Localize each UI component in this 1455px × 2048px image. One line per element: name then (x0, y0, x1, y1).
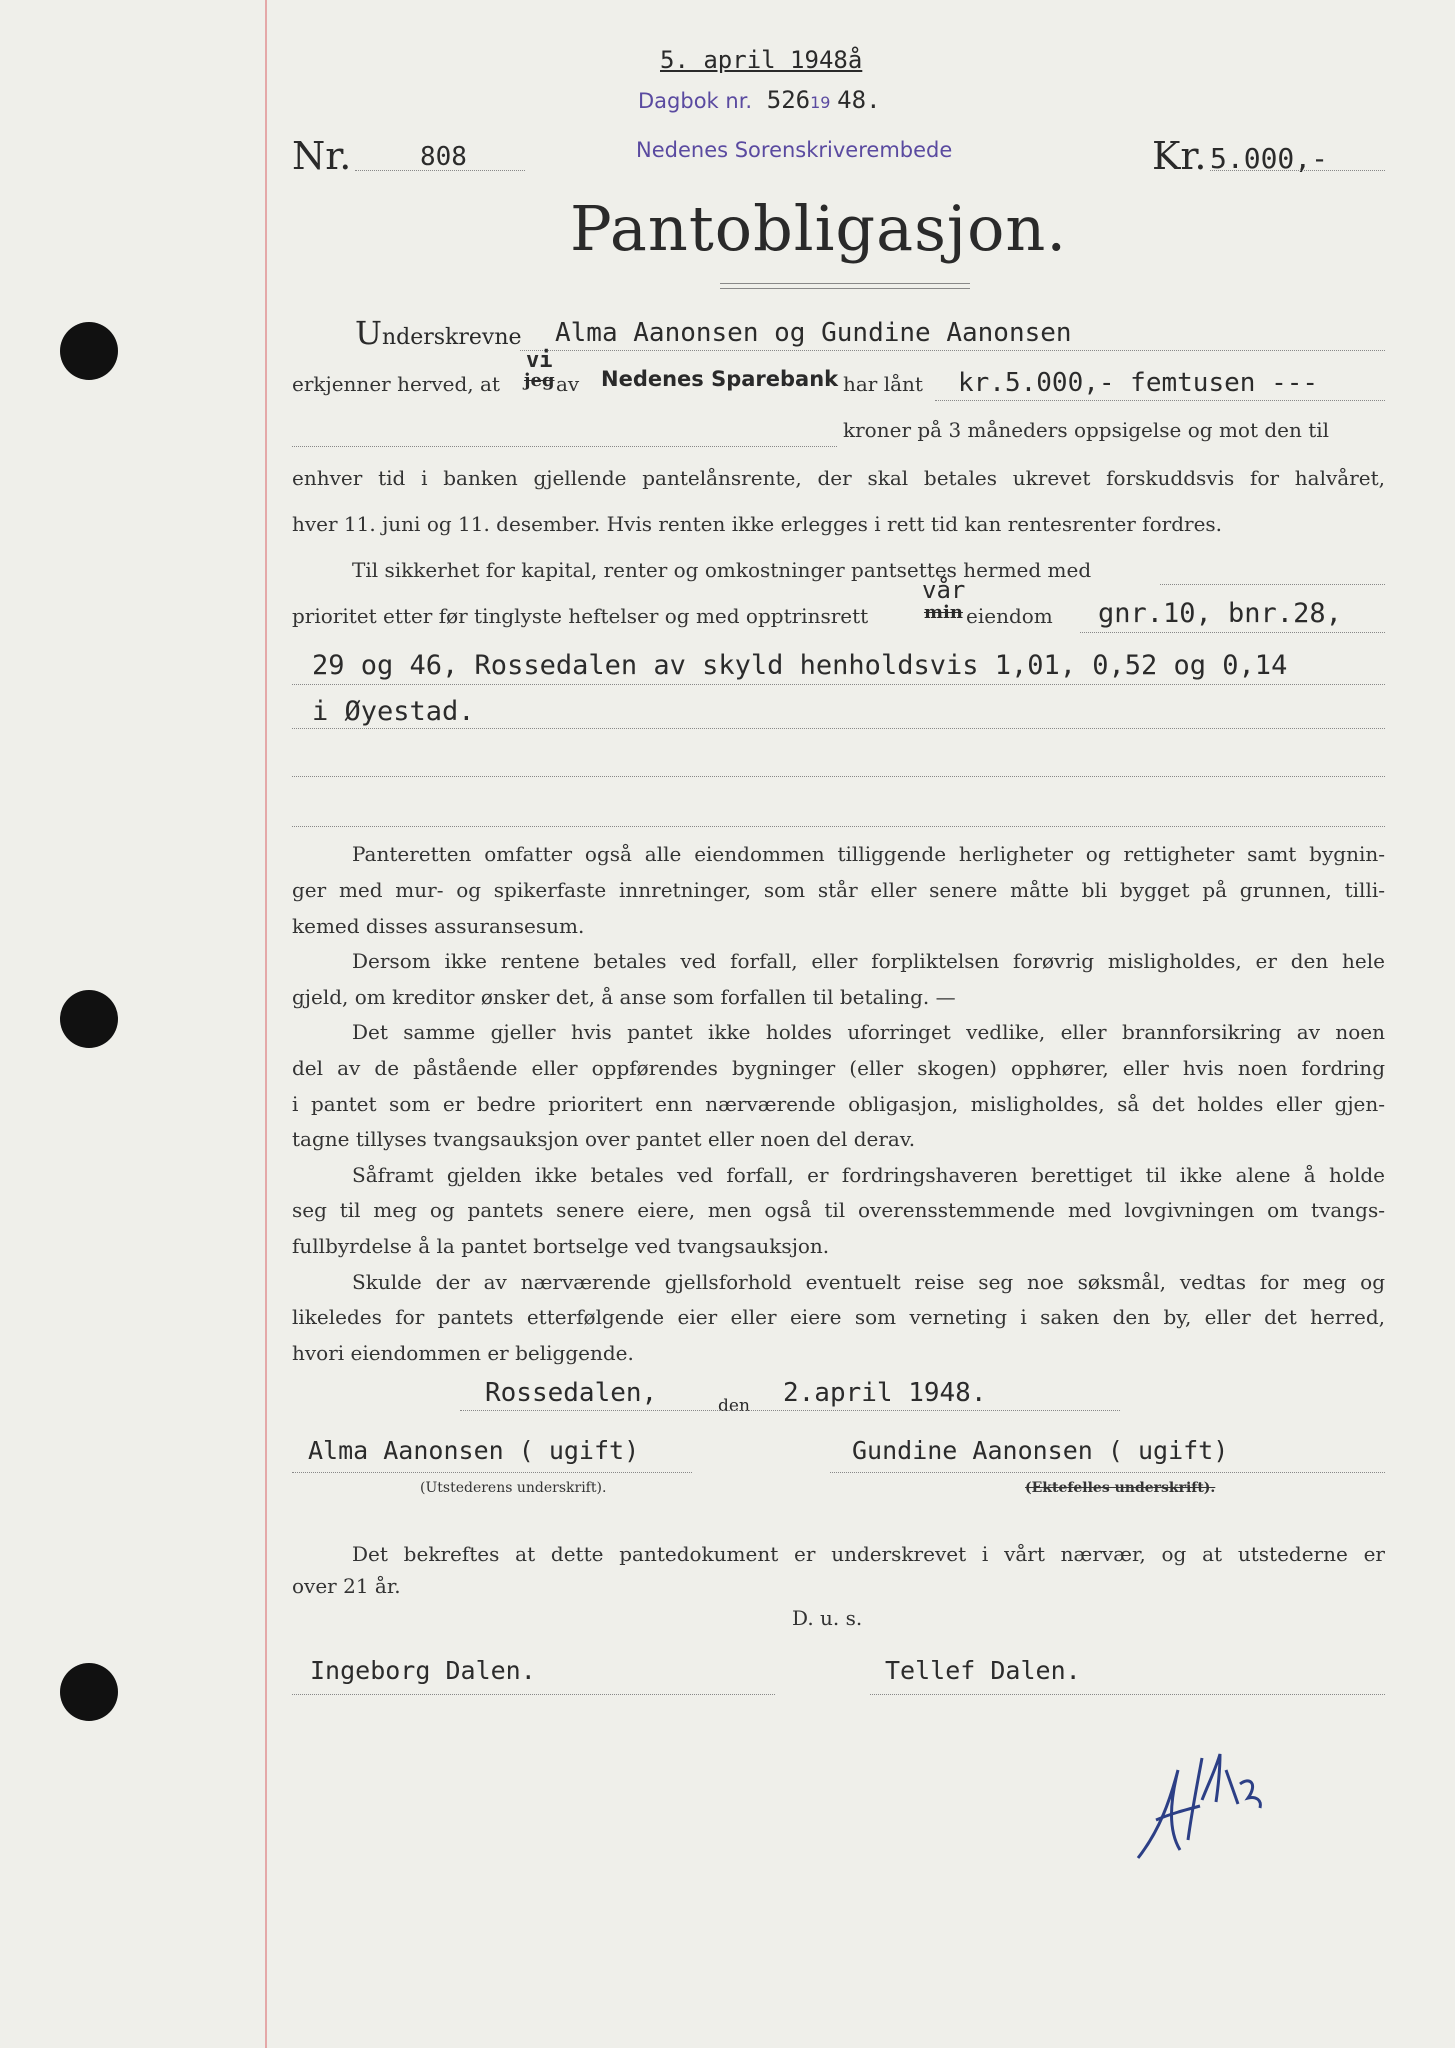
clause-line: fullbyrdelse å la pantet bortselge ved tvangsauksjon. (292, 1234, 830, 1258)
title-rule (720, 283, 970, 284)
clause-line: seg til meg og pantets senere eiere, men også til overensstemmende med lovgivningen om tvangs- (292, 1198, 1385, 1222)
signature-caption: (Ektefelles underskrift). (1025, 1480, 1216, 1496)
security-pronoun-struck: min (924, 602, 963, 623)
signing-den: den (718, 1396, 750, 1416)
witness-name: Tellef Dalen. (885, 1656, 1081, 1685)
document-title: Pantobligasjon. (570, 192, 1068, 265)
date-stamp: 5. april 1948å (660, 46, 863, 74)
loan-av: av (556, 372, 580, 396)
terms-line: enhver tid i banken gjellende pantelånsrente, der skal betales ukrevet forskuddsvis for halvåret, (292, 466, 1385, 490)
signer-name: Alma Aanonsen ( ugift) (308, 1436, 640, 1465)
punch-hole (60, 322, 118, 380)
parties-label: Underskrevne (355, 314, 522, 352)
margin-rule (265, 0, 267, 2048)
dagbok-number: 526 (766, 86, 811, 114)
loan-prefix: erkjenner herved, at (292, 372, 500, 396)
signing-date: 2.april 1948. (783, 1378, 987, 1408)
parties-line (520, 350, 1385, 351)
clause-line: i pantet som er bedre prioritert enn nærværende obligasjon, misligholdes, så det holdes eller gjen- (292, 1092, 1385, 1116)
signature-line (830, 1472, 1385, 1473)
dagbok-year: 48. (837, 86, 881, 114)
clause-line: hvori eiendommen er beliggende. (292, 1341, 634, 1365)
signature-line (292, 1472, 692, 1473)
dagbok-stamp (638, 86, 881, 114)
punch-hole (60, 1663, 118, 1721)
kr-value: 5.000,- (1210, 142, 1329, 175)
signature-caption: (Utstederens underskrift). (420, 1480, 607, 1496)
dus: D. u. s. (792, 1606, 863, 1630)
clause-line: Panteretten omfatter også alle eiendommen tilliggende herligheter og rettigheter samt bygnin- (352, 842, 1385, 866)
clause-line: gjeld, om kreditor ønsker det, å anse som forfallen til betaling. — (292, 985, 956, 1009)
parties-names: Alma Aanonsen og Gundine Aanonsen (555, 318, 1072, 348)
clause-line: kemed disses assuransesum. (292, 914, 585, 938)
property-line (292, 684, 1385, 685)
dagbok-year-prefix: 19 (810, 93, 831, 112)
clause-line: del av de påstående eller oppførendes bygninger (eller skogen) opphører, eller hvis noen fordring (292, 1056, 1385, 1080)
witness-line (292, 1694, 775, 1695)
signing-place: Rossedalen, (485, 1378, 658, 1408)
loan-amount: kr.5.000,- femtusen --- (958, 368, 1319, 398)
witness-line (870, 1694, 1385, 1695)
clause-line: Det samme gjeller hvis pantet ikke holdes uforringet vedlike, eller brannforsikring av noen (352, 1020, 1385, 1044)
property-description: gnr.10, bnr.28, (1098, 598, 1342, 629)
property-line (292, 776, 1385, 777)
nr-label: Nr. (292, 134, 352, 178)
loan-pronoun-typed: vi (526, 348, 553, 373)
property-line (292, 728, 1385, 729)
loan-har-lant: har lånt (843, 372, 923, 396)
security-fill-line (1160, 584, 1385, 585)
loan-line (935, 400, 1385, 401)
office-stamp: Nedenes Sorenskriverembede (636, 138, 953, 162)
nr-line (355, 170, 525, 171)
clause-line: ger med mur- og spikerfaste innretninger, som står eller senere måtte bli bygget på grunnen, tilli- (292, 878, 1385, 902)
terms-line: hver 11. juni og 11. desember. Hvis renten ikke erlegges i rett tid kan rentesrenter fordres. (292, 512, 1223, 536)
terms-line: kroner på 3 måneders oppsigelse og mot den til (843, 418, 1330, 442)
nr-value: 808 (420, 142, 467, 172)
security-line: prioritet etter før tinglyste heftelser og med opptrinsrett (292, 604, 869, 628)
bank-name: Nedenes Sparebank (601, 367, 839, 391)
property-description: i Øyestad. (312, 696, 475, 727)
security-pronoun-typed: vår (922, 576, 966, 604)
property-line (292, 826, 1385, 827)
witness-text: Det bekreftes at dette pantedokument er underskrevet i vårt nærvær, og at utstederne er (352, 1542, 1385, 1566)
kr-line (1210, 170, 1385, 171)
kr-label: Kr. (1152, 134, 1207, 178)
clause-line: Dersom ikke rentene betales ved forfall, eller forpliktelsen forøvrig misligholdes, er den hele (352, 949, 1385, 973)
security-line: Til sikkerhet for kapital, renter og omkostninger pantsettes hermed med (352, 558, 1092, 582)
security-line: eiendom (966, 604, 1053, 628)
loan-pronoun-struck: jeg (524, 370, 555, 391)
handwritten-initials (1130, 1740, 1270, 1870)
property-description: 29 og 46, Rossedalen av skyld henholdsvis 1,01, 0,52 og 0,14 (312, 650, 1288, 681)
witness-text: over 21 år. (292, 1574, 401, 1598)
clause-line: tagne tillyses tvangsauksjon over pantet eller noen del derav. (292, 1127, 916, 1151)
punch-hole (60, 990, 118, 1048)
property-line (1080, 632, 1385, 633)
terms-fill-line (292, 446, 837, 447)
title-rule (720, 288, 970, 289)
clause-line: Såframt gjelden ikke betales ved forfall, er fordringshaveren berettiget til ikke alene å holde (352, 1163, 1385, 1187)
signer-name: Gundine Aanonsen ( ugift) (852, 1436, 1229, 1465)
clause-line: likeledes for pantets etterfølgende eier eller eiere som verneting i saken den by, eller det herred, (292, 1305, 1385, 1329)
date-line (460, 1410, 1120, 1411)
witness-name: Ingeborg Dalen. (310, 1656, 536, 1685)
clause-line: Skulde der av nærværende gjellsforhold eventuelt reise seg noe søksmål, vedtas for meg og (352, 1270, 1385, 1294)
dagbok-label: Dagbok nr. (638, 89, 753, 113)
